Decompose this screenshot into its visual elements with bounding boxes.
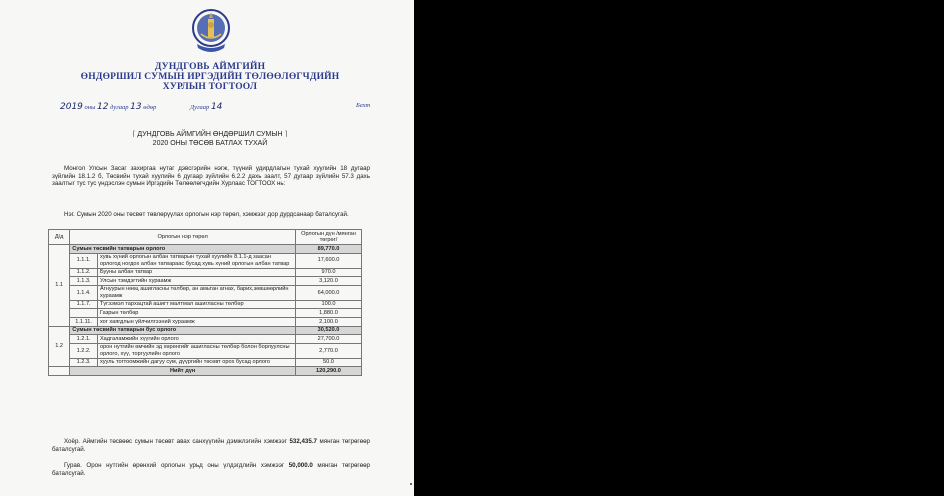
- clause-3-amount: 50,000.0: [288, 462, 313, 469]
- clause-3: [52, 462, 370, 477]
- row-amount: 2,770.0: [295, 343, 361, 358]
- table-row: [49, 309, 362, 318]
- clause-2-amount: 532,435.7: [289, 438, 317, 445]
- title-line-1: ДУНДГОВЬ АЙМГИЙН ӨНДӨРШИЛ СУМЫН: [137, 131, 283, 138]
- state-emblem-icon: [191, 6, 231, 56]
- row-code: 1.2.1.: [70, 335, 98, 344]
- place-name: Бехт: [356, 102, 371, 109]
- row-amount: 27,700.0: [295, 335, 361, 344]
- table-row: [49, 335, 362, 344]
- row-amount: 64,000.0: [295, 285, 361, 300]
- document-page: [0, 0, 414, 496]
- clause-1-text: Нэг. Сумын 2020 оны төсвөт төвлөрүүлах орлогын нэр төрөл, хэмжээг дор дурдсанаар баталсугай.: [64, 211, 349, 218]
- row-code: [70, 309, 98, 318]
- row-amount: 970.0: [295, 268, 361, 277]
- table-row: [49, 277, 362, 286]
- row-amount: 50.0: [295, 358, 361, 367]
- clause-2-suffix: мянган төгрөгөөр баталсугай.: [52, 438, 370, 453]
- table-row: [49, 285, 362, 300]
- table-total-row: [49, 367, 362, 376]
- header-line-1: ДУНДГОВЬ АЙМГИЙН: [154, 62, 266, 72]
- group-2-title: Сумын төсвийн татварын бус орлого: [70, 326, 296, 335]
- table-row: [49, 358, 362, 367]
- clause-2-text: Хоёр. Аймгийн төсвөөс сумын төсөвт авах санхүүгийн дэмжлэгийн хэмжээг: [64, 438, 287, 445]
- table-row: [49, 343, 362, 358]
- row-name: Бууны албан татвар: [97, 268, 295, 277]
- row-code: 1.2.3.: [70, 358, 98, 367]
- document-number: [190, 102, 222, 112]
- header-line-2: ӨНДӨРШИЛ СУМЫН ИРГЭДИЙН ТӨЛӨӨЛӨГЧДИЙН: [80, 72, 340, 82]
- clause-2: [52, 438, 370, 453]
- group-2-total: 30,520.0: [295, 326, 361, 335]
- row-amount: 3,120.0: [295, 277, 361, 286]
- header-amount: Орлогын дүн /мянган төгрөг/: [295, 230, 361, 245]
- table-row: [49, 326, 362, 335]
- row-amount: 100.0: [295, 300, 361, 309]
- number-value: 14: [210, 102, 223, 112]
- group-1-total: 89,770.0: [295, 245, 361, 254]
- revenue-table: [48, 229, 362, 376]
- row-amount: 1,880.0: [295, 309, 361, 318]
- date-year-suffix: оны: [84, 104, 96, 111]
- row-code: 1.1.4.: [70, 285, 98, 300]
- row-name: орон нутгийн өмчийн эд хөрөнгийг ашигласны төлбөр болон борлуулсны орлого, хүү, торгуулийн орлого: [97, 343, 295, 358]
- header-line-3: ХУРЛЫН ТОГТООЛ: [162, 82, 258, 92]
- clause-3-suffix: мянган төгрөгөөр баталсугай.: [52, 462, 370, 477]
- group-1-id: 1.1: [49, 245, 70, 327]
- header-name: Орлогын нэр төрөл: [70, 230, 296, 245]
- date-month: 12: [97, 102, 109, 112]
- clause-1: [52, 211, 370, 219]
- table-row: [49, 268, 362, 277]
- date-year: 2019: [60, 102, 83, 112]
- number-label: Дугаар: [190, 104, 210, 111]
- preamble-text: Монгол Улсын Засаг захиргаа нутаг дэвсгэрийн нэгж, түүний удирдлагын тухай хуулийн 18 дугаар зүйлийн 18.1.2 б, Төсвийн тухай хуулийн 6 дугаар зүйлийн 6.2.2 дахь заалт, 57 дугаар зүйлийн 57.3 дахь заалтыг тус тус үндэслэн сумын Иргэдийн Төлөөлөгчдийн Хурлаас ТОГТООХ нь:: [52, 165, 370, 188]
- row-code: 1.1.2.: [70, 268, 98, 277]
- row-name: хувь хүний орлогын албан татварын тухай хуулийн 8.1.1-д заасан орлогод ногдох албан татвараас бусад хувь хүний орлогын албан татвар: [97, 253, 295, 268]
- row-name: хог хаягдлын үйлчилгээний хураамж: [97, 317, 295, 326]
- scan-speck: [410, 483, 412, 485]
- date-day: 13: [130, 102, 142, 112]
- date-line: [60, 102, 156, 112]
- row-code: 1.1.7.: [70, 300, 98, 309]
- total-label: Нийт дүн: [70, 367, 296, 376]
- row-code: 1.1.11.: [70, 317, 98, 326]
- table-row: [49, 300, 362, 309]
- preamble: [52, 165, 370, 188]
- row-code: 1.2.2.: [70, 343, 98, 358]
- row-amount: 17,600.0: [295, 253, 361, 268]
- title-line-2: 2020 ОНЫ ТӨСӨВ БАТЛАХ ТУХАЙ: [152, 139, 268, 147]
- row-amount: 2,100.0: [295, 317, 361, 326]
- table-row: [49, 245, 362, 254]
- date-month-suffix: дугаар: [110, 104, 129, 111]
- clause-3-text: Гурав. Орон нутгийн өрөнхий орлогын урьд оны үлдэгдлийн хэмжээг: [64, 462, 285, 469]
- document-title: ⌈ ДУНДГОВЬ АЙМГИЙН ӨНДӨРШИЛ СУМЫН ⌉ 2020 ОНЫ ТӨСӨВ БАТЛАХ ТУХАЙ: [100, 131, 320, 148]
- row-code: 1.1.3.: [70, 277, 98, 286]
- row-name: Агнуурын нөөц ашигласны төлбөр, ан амьтан агнах, барих,зөвшөөрлийн хураамж: [97, 285, 295, 300]
- table-row: [49, 317, 362, 326]
- row-name: Хадгаламжийн хүүгийн орлого: [97, 335, 295, 344]
- header-id: Д/д: [49, 230, 70, 245]
- group-2-id: 1.2: [49, 326, 70, 367]
- table-header-row: [49, 230, 362, 245]
- row-name: хууль тогтоомжийн дагуу сум, дүүргийн төсөвт орох бусад орлого: [97, 358, 295, 367]
- row-code: 1.1.1.: [70, 253, 98, 268]
- row-name: Газрын төлбөр: [97, 309, 295, 318]
- total-value: 120,290.0: [295, 367, 361, 376]
- group-1-title: Сумын төсвийн татварын орлого: [70, 245, 296, 254]
- row-name: Түгээмэл тархацтай ашигт малтмал ашигласны төлбөр: [97, 300, 295, 309]
- table-row: [49, 253, 362, 268]
- row-name: Улсын тэмдэгтийн хураамж: [97, 277, 295, 286]
- date-day-suffix: өдөр: [143, 104, 157, 111]
